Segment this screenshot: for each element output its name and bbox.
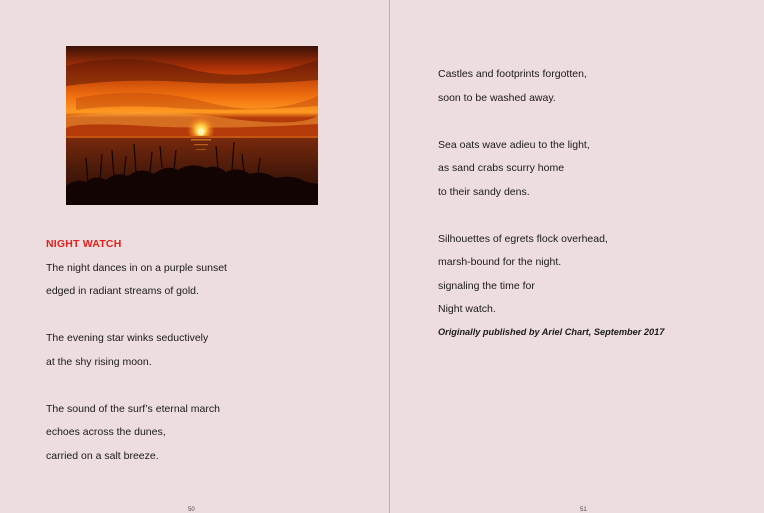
poem-line: The evening star winks seductively	[46, 332, 209, 344]
poem-line: carried on a salt breeze.	[46, 450, 159, 462]
poem-line: Silhouettes of egrets flock overhead,	[438, 233, 608, 245]
poem-line: Sea oats wave adieu to the light,	[438, 139, 590, 151]
poem-line: marsh-bound for the night.	[438, 256, 562, 268]
poem-line: at the shy rising moon.	[46, 356, 152, 368]
page-number: 51	[580, 507, 587, 513]
poem-line: The sound of the surf’s eternal march	[46, 403, 220, 415]
poem-title: NIGHT WATCH	[46, 238, 122, 250]
poem-line: Night watch.	[438, 303, 496, 315]
page-number: 50	[188, 507, 195, 513]
poem-line: Castles and footprints forgotten,	[438, 68, 587, 80]
poem-line: signaling the time for	[438, 280, 535, 292]
sunset-photo	[66, 46, 318, 205]
poem-line: The night dances in on a purple sunset	[46, 262, 227, 274]
right-page	[390, 0, 764, 513]
poem-line: echoes across the dunes,	[46, 426, 166, 438]
publication-credit: Originally published by Ariel Chart, September 2017	[438, 327, 665, 337]
poem-line: edged in radiant streams of gold.	[46, 285, 199, 297]
poem-line: to their sandy dens.	[438, 186, 530, 198]
poem-line: as sand crabs scurry home	[438, 162, 565, 174]
poem-line: soon to be washed away.	[438, 92, 556, 104]
